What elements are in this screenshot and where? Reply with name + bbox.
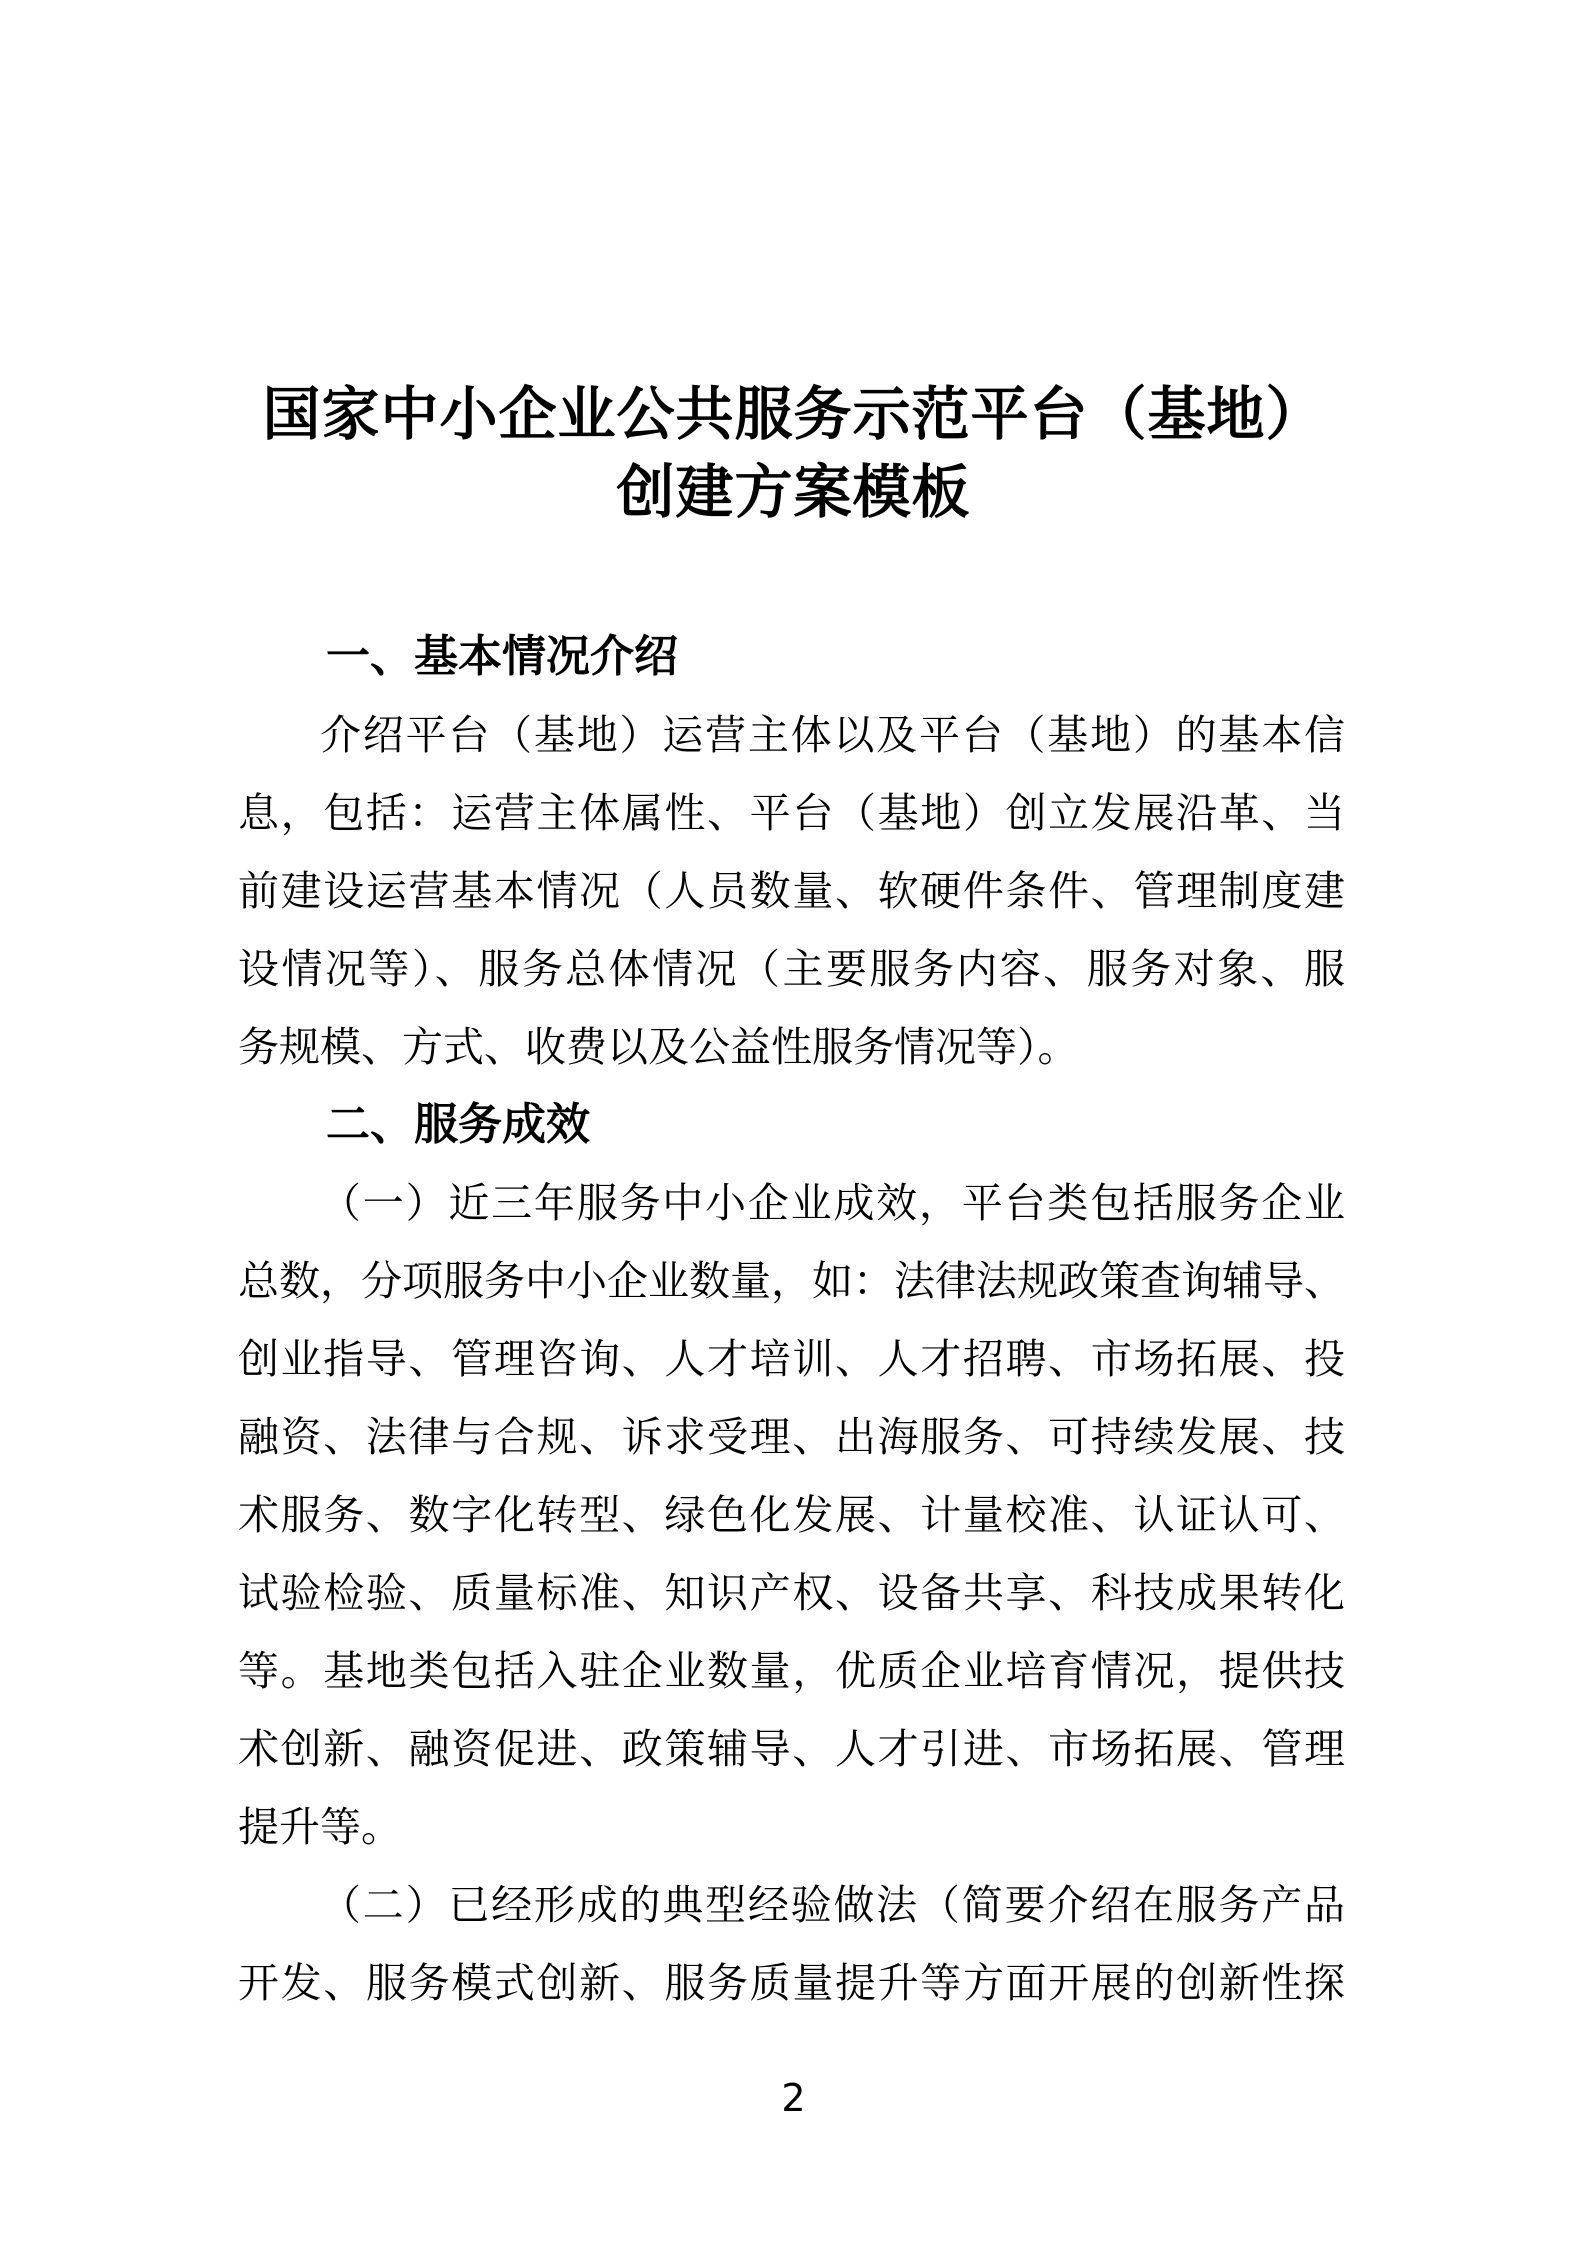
paragraph [238, 1164, 1345, 1866]
text-line: 总数，分项服务中小企业数量，如：法律法规政策查询辅导、 [238, 1258, 1345, 1304]
text-line: 术服务、数字化转型、绿色化发展、计量校准、认证认可、 [238, 1492, 1345, 1538]
text-line: 术创新、融资促进、政策辅导、人才引进、市场拓展、管理 [238, 1726, 1345, 1772]
paragraph [238, 1866, 1345, 2022]
text-line: 试验检验、质量标准、知识产权、设备共享、科技成果转化 [238, 1570, 1345, 1616]
text-line: 融资、法律与合规、诉求受理、出海服务、可持续发展、技 [238, 1414, 1345, 1460]
text-line: （一）近三年服务中小企业成效，平台类包括服务企业 [320, 1180, 1345, 1226]
page-number: 2 [781, 2076, 806, 2120]
text-line: 介绍平台（基地）运营主体以及平台（基地）的基本信 [320, 712, 1345, 758]
section-heading: 二、服务成效 [326, 1099, 590, 1150]
text-line: 前建设运营基本情况（人员数量、软硬件条件、管理制度建 [238, 868, 1345, 914]
document-body [0, 618, 1587, 2022]
text-line: 创业指导、管理咨询、人才培训、人才招聘、市场拓展、投 [238, 1336, 1345, 1382]
text-line: 务规模、方式、收费以及公益性服务情况等）。 [238, 1024, 1079, 1070]
page-footer [0, 2064, 1587, 2132]
text-line: 设情况等）、服务总体情况（主要服务内容、服务对象、服 [238, 946, 1345, 992]
text-line: 提升等。 [238, 1804, 402, 1850]
text-line: （二）已经形成的典型经验做法（简要介绍在服务产品 [320, 1882, 1345, 1928]
title-line-2: 创建方案模板 [616, 460, 971, 525]
text-line: 等。基地类包括入驻企业数量，优质企业培育情况，提供技 [238, 1648, 1345, 1694]
paragraph [238, 696, 1345, 1086]
document-title [0, 376, 1587, 532]
text-line: 开发、服务模式创新、服务质量提升等方面开展的创新性探 [238, 1960, 1345, 2006]
section-heading: 一、基本情况介绍 [326, 631, 678, 682]
title-line-1: 国家中小企业公共服务示范平台（基地） [262, 382, 1325, 447]
text-line: 息，包括：运营主体属性、平台（基地）创立发展沿革、当 [238, 790, 1345, 836]
